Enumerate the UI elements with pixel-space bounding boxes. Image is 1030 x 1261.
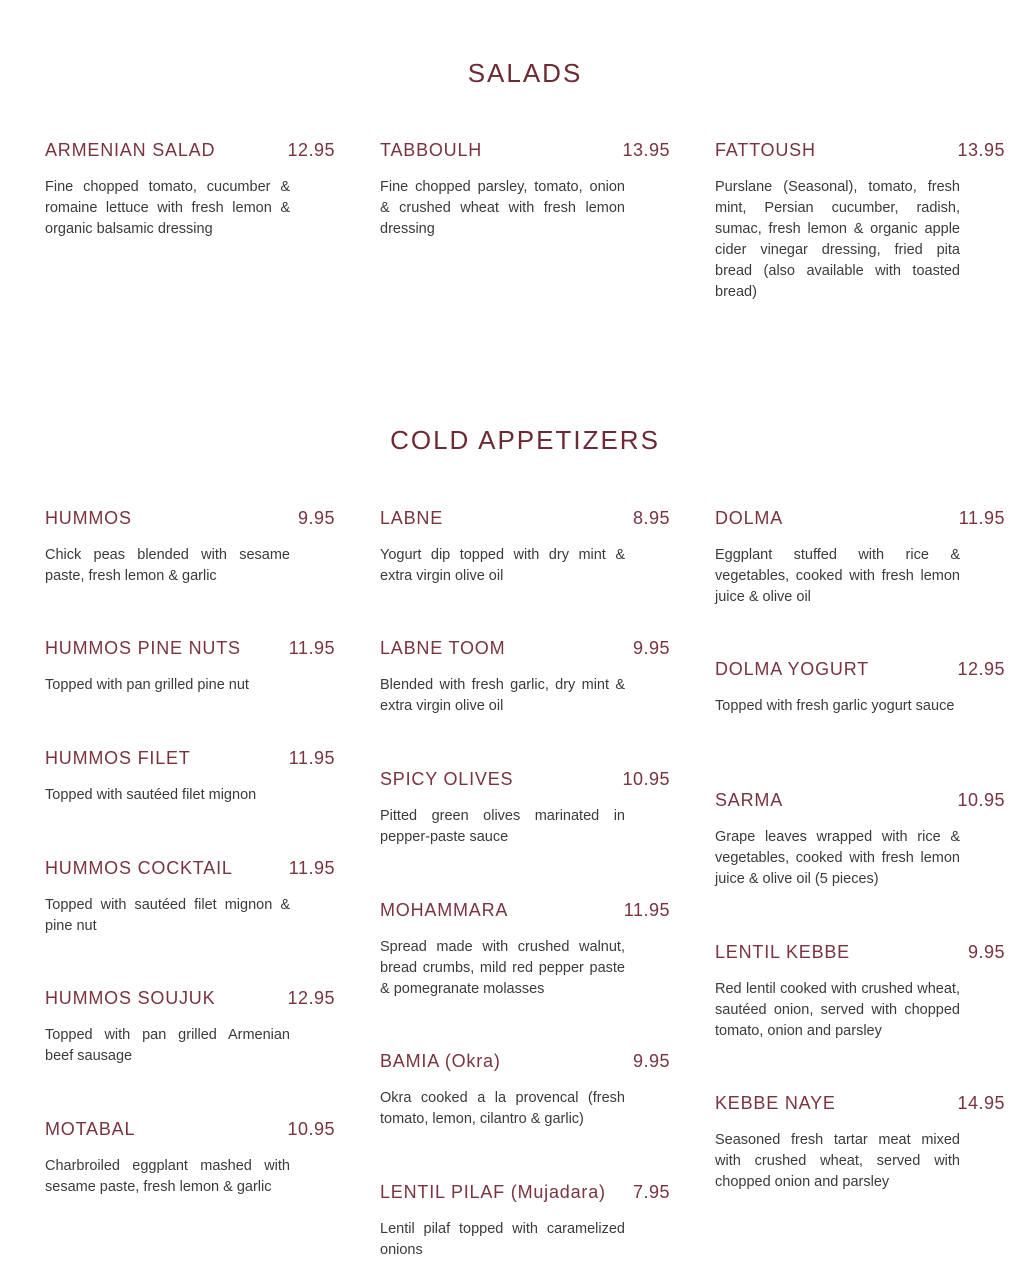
item-description: Chick peas blended with sesame paste, fresh lemon & garlic xyxy=(45,547,290,584)
item-price: 10.95 xyxy=(287,1119,335,1139)
item-price: 11.95 xyxy=(288,748,335,768)
cold-appetizers-section-title: COLD APPETIZERS xyxy=(390,425,660,455)
item-name: FATTOUSH xyxy=(715,140,816,160)
item-description: Topped with sautéed filet mignon xyxy=(45,787,257,803)
item-description: Fine chopped parsley, tomato, onion & crushed wheat with fresh lemon dressing xyxy=(380,179,625,237)
item-description: Eggplant stuffed with rice & vegetables, cooked with fresh lemon juice & olive oil xyxy=(715,547,960,605)
item-price: 12.95 xyxy=(287,140,335,160)
menu-item xyxy=(380,1051,670,1130)
item-description: Fine chopped tomato, cucumber & romaine lettuce with fresh lemon & organic balsamic dressing xyxy=(45,179,290,237)
menu-item xyxy=(45,140,335,240)
item-name: LABNE xyxy=(380,508,444,528)
menu-item xyxy=(715,790,1005,890)
item-price: 13.95 xyxy=(622,140,670,160)
item-description: Blended with fresh garlic, dry mint & extra virgin olive oil xyxy=(380,677,625,714)
item-price: 11.95 xyxy=(623,900,670,920)
item-name: MOTABAL xyxy=(45,1119,136,1139)
menu-item xyxy=(380,140,670,240)
item-description: Yogurt dip topped with dry mint & extra virgin olive oil xyxy=(380,547,625,584)
item-price: 12.95 xyxy=(287,988,335,1008)
menu-item xyxy=(45,1119,335,1198)
menu-item xyxy=(715,942,1005,1042)
item-description: Purslane (Seasonal), tomato, fresh mint, Persian cucumber, radish, sumac, fresh lemon & organic apple cider vinegar dressing, fried pita bread (also available with toasted bread) xyxy=(715,179,960,300)
item-price: 9.95 xyxy=(632,638,670,658)
item-description: Topped with sautéed filet mignon & pine nut xyxy=(45,897,290,934)
item-name: HUMMOS PINE NUTS xyxy=(45,638,241,658)
menu-item xyxy=(380,508,670,587)
item-description: Okra cooked a la provencal (fresh tomato, lemon, cilantro & garlic) xyxy=(380,1090,625,1127)
item-name: TABBOULH xyxy=(380,140,483,160)
menu-item xyxy=(45,988,335,1067)
menu-item xyxy=(715,1093,1005,1193)
item-price: 14.95 xyxy=(957,1093,1005,1113)
menu-item xyxy=(715,659,1005,717)
menu-item xyxy=(45,748,335,806)
item-price: 12.95 xyxy=(957,659,1005,679)
item-price: 9.95 xyxy=(632,1051,670,1071)
item-description: Lentil pilaf topped with caramelized onions xyxy=(380,1221,625,1258)
item-name: HUMMOS FILET xyxy=(45,748,191,768)
item-description: Seasoned fresh tartar meat mixed with crushed wheat, served with chopped onion and parsley xyxy=(715,1132,960,1190)
item-description: Charbroiled eggplant mashed with sesame paste, fresh lemon & garlic xyxy=(45,1158,290,1195)
menu-item xyxy=(380,769,670,848)
menu-item xyxy=(715,508,1005,608)
item-description: Red lentil cooked with crushed wheat, sautéed onion, served with chopped tomato, onion and parsley xyxy=(715,981,960,1039)
menu-item xyxy=(45,508,335,587)
menu-item xyxy=(380,900,670,1000)
item-price: 11.95 xyxy=(288,638,335,658)
item-name: SPICY OLIVES xyxy=(380,769,514,789)
item-description: Pitted green olives marinated in pepper-paste sauce xyxy=(380,808,625,845)
item-price: 9.95 xyxy=(297,508,335,528)
item-description: Topped with pan grilled pine nut xyxy=(45,677,249,693)
item-price: 8.95 xyxy=(632,508,670,528)
item-price: 7.95 xyxy=(632,1182,670,1202)
item-description: Grape leaves wrapped with rice & vegetables, cooked with fresh lemon juice & olive oil (5 pieces) xyxy=(715,829,960,887)
item-description: Topped with pan grilled Armenian beef sausage xyxy=(45,1027,290,1064)
item-name: LENTIL PILAF (Mujadara) xyxy=(380,1182,606,1202)
menu-item xyxy=(45,638,335,696)
item-price: 10.95 xyxy=(957,790,1005,810)
item-name: BAMIA (Okra) xyxy=(380,1051,501,1071)
item-description: Topped with fresh garlic yogurt sauce xyxy=(715,698,955,714)
item-description: Spread made with crushed walnut, bread crumbs, mild red pepper paste & pomegranate molasses xyxy=(380,939,625,997)
menu-item xyxy=(380,1182,670,1261)
item-price: 9.95 xyxy=(967,942,1005,962)
item-name: DOLMA xyxy=(715,508,784,528)
item-name: LABNE TOOM xyxy=(380,638,506,658)
menu-item xyxy=(45,858,335,937)
salads-section-title: SALADS xyxy=(467,58,583,88)
item-name: MOHAMMARA xyxy=(380,900,509,920)
menu-item xyxy=(380,638,670,717)
item-name: ARMENIAN SALAD xyxy=(45,140,216,160)
item-name: HUMMOS COCKTAIL xyxy=(45,858,233,878)
salads-column-2 xyxy=(380,140,670,240)
item-name: LENTIL KEBBE xyxy=(715,942,850,962)
item-name: HUMMOS xyxy=(45,508,132,528)
item-name: DOLMA YOGURT xyxy=(715,659,869,679)
menu-item xyxy=(715,140,1005,303)
item-price: 11.95 xyxy=(288,858,335,878)
item-price: 10.95 xyxy=(622,769,670,789)
salads-column-1 xyxy=(45,140,335,240)
salads-column-3 xyxy=(715,140,1005,303)
item-name: SARMA xyxy=(715,790,784,810)
item-name: KEBBE NAYE xyxy=(715,1093,836,1113)
item-price: 11.95 xyxy=(958,508,1005,528)
item-price: 13.95 xyxy=(957,140,1005,160)
item-name: HUMMOS SOUJUK xyxy=(45,988,216,1008)
